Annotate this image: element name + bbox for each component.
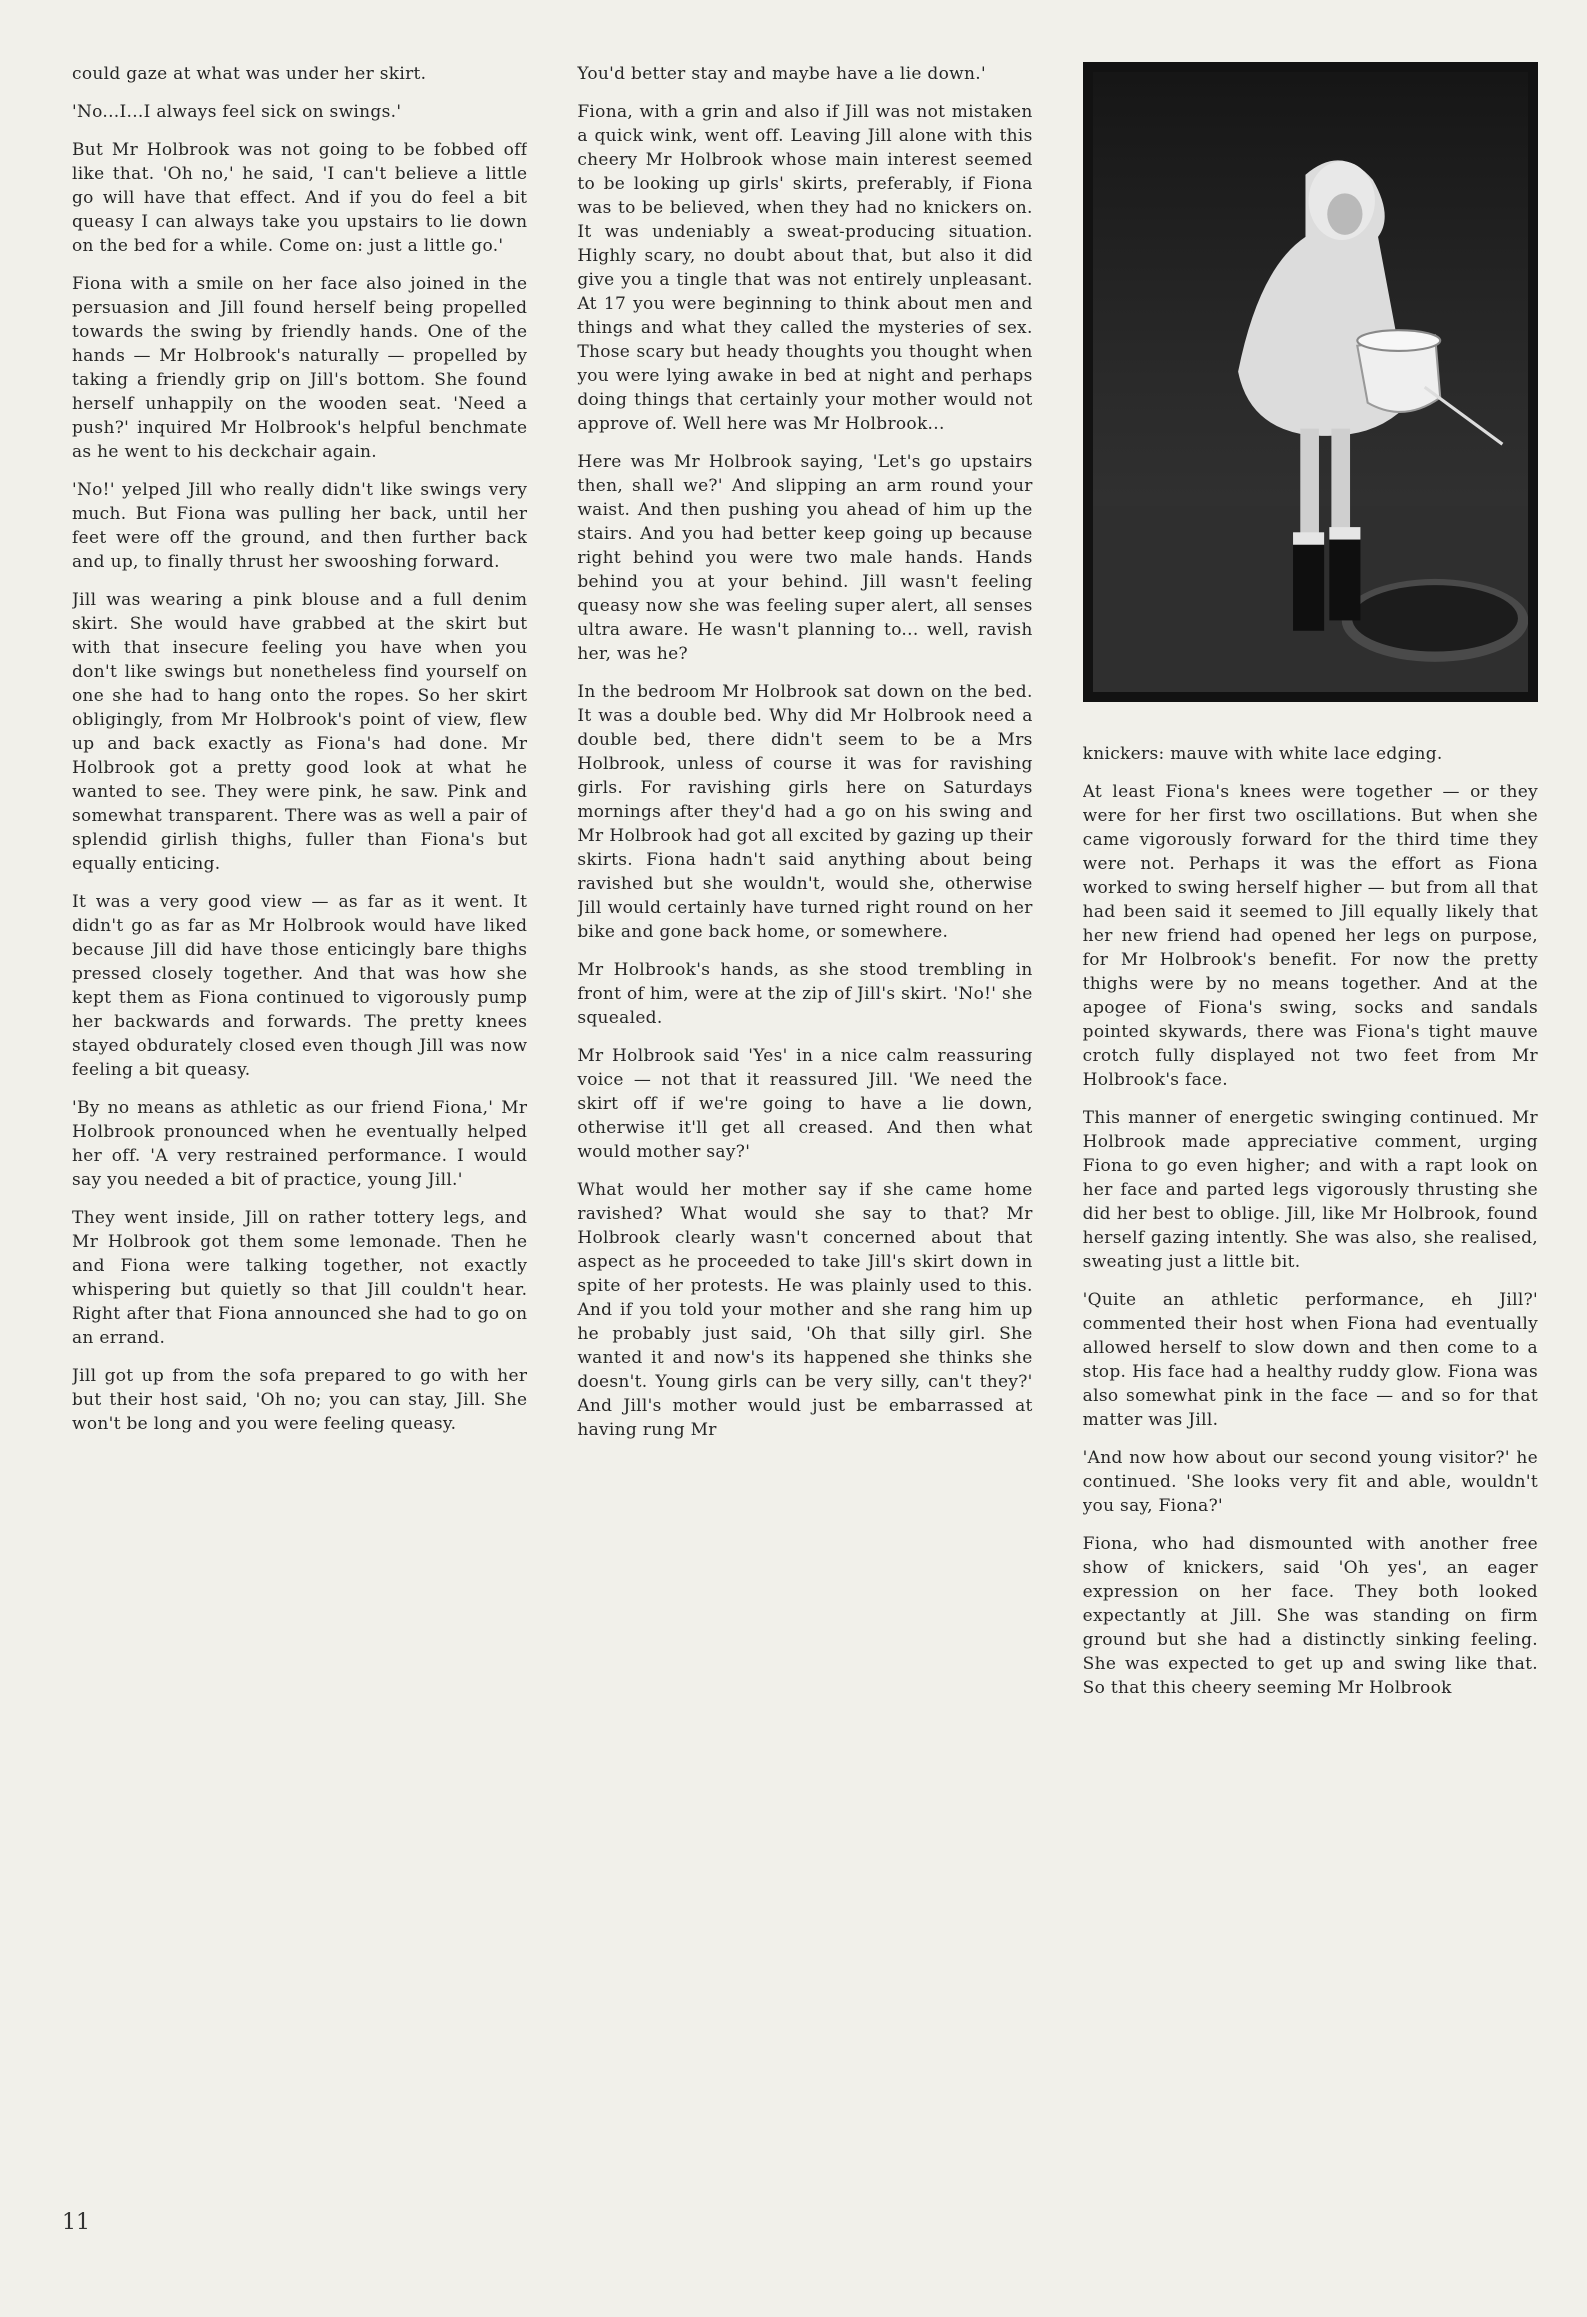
paragraph: 'And now how about our second young visitor?' he continued. 'She looks very fit and able, wouldn't you say, Fiona?' <box>1082 1448 1538 1516</box>
column-2 <box>577 62 1032 2212</box>
paragraph: 'Quite an athletic performance, eh Jill?' commented their host when Fiona had eventually allowed herself to slow down and then come to a stop. His face had a healthy ruddy glow. Fiona was also somewhat pink in the face — and so for that matter was Jill. <box>1082 1290 1538 1430</box>
paragraph: You'd better stay and maybe have a lie down.' <box>577 64 986 84</box>
paragraph: knickers: mauve with white lace edging. <box>1082 744 1443 764</box>
paragraph: Fiona, with a grin and also if Jill was not mistaken a quick wink, went off. Leaving Jill alone with this cheery Mr Holbrook whose main interest seemed to be looking up girls' skirts, preferably, if Fiona was to be believed, when they had no knickers on. It was undeniably a sweat-producing situation. Highly scary, no doubt about that, but also it did give you a tingle that was not entirely unpleasant. At 17 you were beginning to think about men and things and what they called the mysteries of sex. Those scary but heady thoughts you thought when you were lying awake in bed at night and perhaps doing things that certainly your mother would not approve of. Well here was Mr Holbrook... <box>577 102 1033 434</box>
photo <box>1083 62 1538 702</box>
paragraph: 'No...I...I always feel sick on swings.' <box>72 102 402 122</box>
paragraph: 'No!' yelped Jill who really didn't like swings very much. But Fiona was pulling her back, until her feet were off the ground, and then further back and up, to finally thrust her swooshing forward. <box>72 480 528 572</box>
column-1 <box>72 62 527 2212</box>
paragraph: Fiona, who had dismounted with another free show of knickers, said 'Oh yes', an eager expression on her face. They both looked expectantly at Jill. She was standing on firm ground but she had a distinctly sinking feeling. She was expected to get up and swing like that. So that this cheery seeming Mr Holbrook <box>1082 1534 1538 1698</box>
paragraph: It was a very good view — as far as it went. It didn't go as far as Mr Holbrook would have liked because Jill did have those enticingly bare thighs pressed closely together. And that was how she kept them as Fiona continued to vigorously pump her backwards and forwards. The pretty knees stayed obdurately closed even though Jill was now feeling a bit queasy. <box>72 892 528 1080</box>
paragraph: What would her mother say if she came home ravished? What would she say to that? Mr Holbrook clearly wasn't concerned about that aspect as he proceeded to take Jill's skirt down in spite of her protests. He was plainly used to this. And if you told your mother and she rang him up he probably just said, 'Oh that silly girl. She wanted it and now's its happened she thinks she doesn't. Young girls can be very silly, can't they?' And Jill's mother would just be embarrassed at having rung Mr <box>577 1180 1033 1440</box>
paragraph: Here was Mr Holbrook saying, 'Let's go upstairs then, shall we?' And slipping an arm round your waist. And then pushing you ahead of him up the stairs. And you had better keep going up because right behind you were two male hands. Hands behind you at your behind. Jill wasn't feeling queasy now she was feeling super alert, all senses ultra aware. He wasn't planning to... well, ravish her, was he? <box>577 452 1033 664</box>
paragraph: 'By no means as athletic as our friend Fiona,' Mr Holbrook pronounced when he eventually helped her off. 'A very restrained performance. I would say you needed a bit of practice, young Jill.' <box>72 1098 528 1190</box>
paragraph: At least Fiona's knees were together — or they were for her first two oscillations. But when she came vigorously forward for the third time they were not. Perhaps it was the effort as Fiona worked to swing herself higher — but from all that had been said it seemed to Jill equally likely that her new friend had opened her legs on purpose, for Mr Holbrook's benefit. For now the pretty thighs were by no means together. And at the apogee of Fiona's swing, socks and sandals pointed skywards, there was Fiona's tight mauve crotch fully displayed not two feet from Mr Holbrook's face. <box>1082 782 1538 1090</box>
paragraph: Mr Holbrook said 'Yes' in a nice calm reassuring voice — not that it reassured Jill. 'We need the skirt off if we're going to have a lie down, otherwise it'll get all creased. And then what would mother say?' <box>577 1046 1033 1162</box>
text-columns <box>72 62 1538 2212</box>
paragraph: Jill got up from the sofa prepared to go with her but their host said, 'Oh no; you can stay, Jill. She won't be long and you were feeling queasy. <box>72 1366 528 1434</box>
paragraph: This manner of energetic swinging continued. Mr Holbrook made appreciative comment, urging Fiona to go even higher; and with a rapt look on her face and parted legs vigorously thrusting she did her best to oblige. Jill, like Mr Holbrook, found herself gazing intently. She was also, she realised, sweating just a little bit. <box>1082 1108 1538 1272</box>
paragraph: Jill was wearing a pink blouse and a full denim skirt. She would have grabbed at the skirt but with that insecure feeling you have when you don't like swings but nonetheless find yourself on one she had to hang onto the ropes. So her skirt obligingly, from Mr Holbrook's point of view, flew up and back exactly as Fiona's had done. Mr Holbrook got a pretty good look at what he wanted to see. They were pink, he saw. Pink and somewhat transparent. There was as well a pair of splendid girlish thighs, fuller than Fiona's but equally enticing. <box>72 590 528 874</box>
column-3 <box>1083 62 1538 2212</box>
paragraph: They went inside, Jill on rather tottery legs, and Mr Holbrook got them some lemonade. Then he and Fiona were talking together, not exactly whispering but quietly so that Jill couldn't hear. Right after that Fiona announced she had to go on an errand. <box>72 1208 528 1348</box>
paragraph: Fiona with a smile on her face also joined in the persuasion and Jill found herself being propelled towards the swing by friendly hands. One of the hands — Mr Holbrook's naturally — propelled by taking a friendly grip on Jill's bottom. She found herself unhappily on the wooden seat. 'Need a push?' inquired Mr Holbrook's helpful benchmate as he went to his deckchair again. <box>72 274 528 462</box>
paragraph: In the bedroom Mr Holbrook sat down on the bed. It was a double bed. Why did Mr Holbrook need a double bed, there didn't seem to be a Mrs Holbrook, unless of course it was for ravishing girls. For ravishing girls here on Saturdays mornings after they'd had a go on his swing and Mr Holbrook had got all excited by gazing up their skirts. Fiona hadn't said anything about being ravished but she wouldn't, would she, otherwise Jill would certainly have turned right round on her bike and gone back home, or somewhere. <box>577 682 1033 942</box>
paragraph: could gaze at what was under her skirt. <box>72 64 427 84</box>
photo-illustration <box>1093 72 1528 692</box>
paragraph: Mr Holbrook's hands, as she stood trembling in front of him, were at the zip of Jill's skirt. 'No!' she squealed. <box>577 960 1033 1028</box>
paragraph: But Mr Holbrook was not going to be fobbed off like that. 'Oh no,' he said, 'I can't believe a little go will have that effect. And if you do feel a bit queasy I can always take you upstairs to lie down on the bed for a while. Come on: just a little go.' <box>72 140 528 256</box>
page-number: 11 <box>62 2210 90 2235</box>
